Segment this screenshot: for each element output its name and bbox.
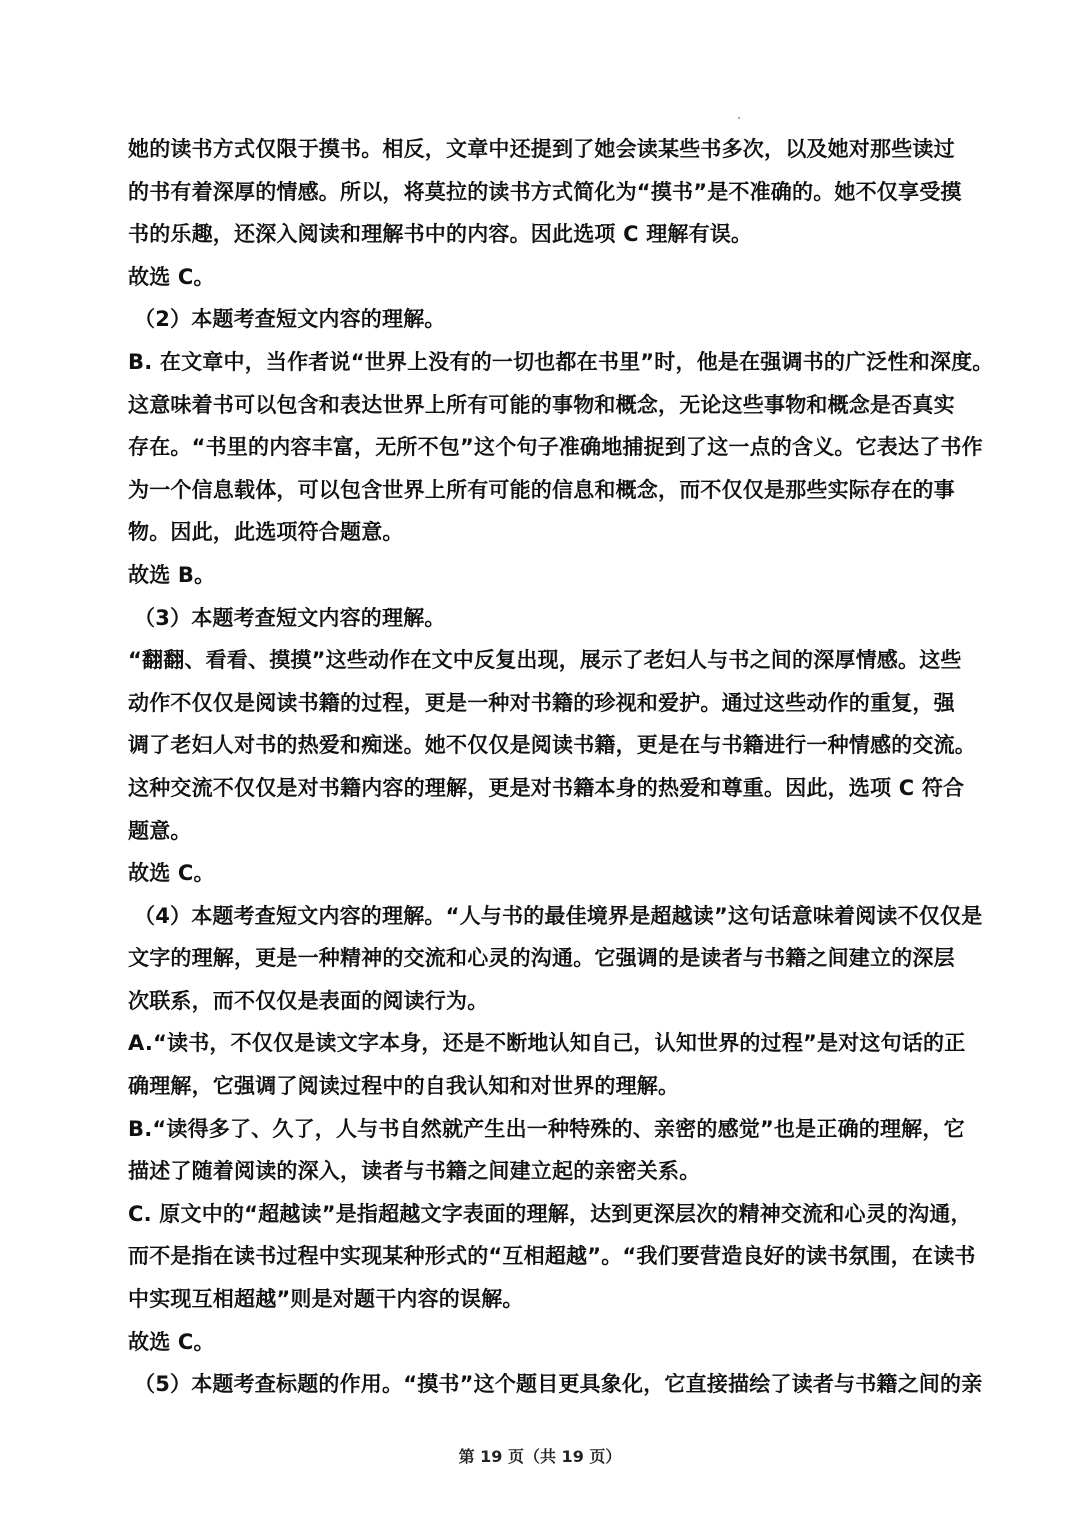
text-line: C. 原文中的“超越读”是指超越文字表面的理解，达到更深层次的精神交流和心灵的沟通， [128, 1201, 972, 1226]
question-heading: （3）本题考查短文内容的理解。 [134, 605, 446, 630]
answer-choice-line: 故选 C。 [128, 1329, 215, 1354]
text-line: 题意。 [128, 818, 192, 843]
text-line: 存在。“书里的内容丰富，无所不包”这个句子准确地捕捉到了这一点的含义。它表达了书作 [128, 435, 983, 460]
text-line: 中实现互相超越”则是对题干内容的误解。 [128, 1287, 524, 1312]
answer-choice-line: 故选 C。 [128, 861, 215, 886]
text-line: 书的乐趣，还深入阅读和理解书中的内容。因此选项 C 理解有误。 [128, 222, 753, 247]
page-number-footer: 第 19 页（共 19 页） [458, 1447, 622, 1466]
scan-speck [738, 117, 740, 119]
text-line: 文字的理解，更是一种精神的交流和心灵的沟通。它强调的是读者与书籍之间建立的深层 [128, 946, 955, 971]
text-line: “翻翻、看看、摸摸”这些动作在文中反复出现，展示了老妇人与书之间的深厚情感。这些 [128, 648, 962, 673]
answer-choice-line: 故选 C。 [128, 264, 215, 289]
text-line: 的书有着深厚的情感。所以，将莫拉的读书方式简化为“摸书”是不准确的。她不仅享受摸 [128, 179, 962, 204]
text-line: 为一个信息载体，可以包含世界上所有可能的信息和概念，而不仅仅是那些实际存在的事 [128, 477, 955, 502]
text-line: B.“读得多了、久了，人与书自然就产生出一种特殊的、亲密的感觉”也是正确的理解，它 [128, 1116, 965, 1141]
text-line: 这意味着书可以包含和表达世界上所有可能的事物和概念，无论这些事物和概念是否真实 [128, 392, 955, 417]
question-heading: （2）本题考查短文内容的理解。 [134, 307, 446, 332]
text-line: 描述了随着阅读的深入，读者与书籍之间建立起的亲密关系。 [128, 1159, 701, 1184]
text-line: B. 在文章中，当作者说“世界上没有的一切也都在书里”时，他是在强调书的广泛性和深度。 [128, 349, 994, 374]
text-line: A.“读书，不仅仅是读文字本身，还是不断地认知自己，认知世界的过程”是对这句话的正 [128, 1031, 966, 1056]
text-line: 这种交流不仅仅是对书籍内容的理解，更是对书籍本身的热爱和尊重。因此，选项 C 符合 [128, 775, 965, 800]
text-line: 动作不仅仅是阅读书籍的过程，更是一种对书籍的珍视和爱护。通过这些动作的重复，强 [128, 690, 955, 715]
answer-text-body [128, 128, 994, 1406]
text-line: 而不是指在读书过程中实现某种形式的“互相超越”。“我们要营造良好的读书氛围，在读书 [128, 1244, 976, 1269]
answer-choice-line: 故选 B。 [128, 562, 216, 587]
text-line: 调了老妇人对书的热爱和痴迷。她不仅仅是阅读书籍，更是在与书籍进行一种情感的交流。 [128, 733, 976, 758]
question-heading: （5）本题考查标题的作用。“摸书”这个题目更具象化，它直接描绘了读者与书籍之间的亲 [134, 1372, 983, 1397]
question-heading: （4）本题考查短文内容的理解。“人与书的最佳境界是超越读”这句话意味着阅读不仅仅是 [134, 903, 983, 928]
text-line: 确理解，它强调了阅读过程中的自我认知和对世界的理解。 [128, 1074, 680, 1099]
text-line: 次联系，而不仅仅是表面的阅读行为。 [128, 988, 489, 1013]
text-line: 物。因此，此选项符合题意。 [128, 520, 404, 545]
text-line: 她的读书方式仅限于摸书。相反，文章中还提到了她会读某些书多次，以及她对那些读过 [128, 137, 955, 161]
